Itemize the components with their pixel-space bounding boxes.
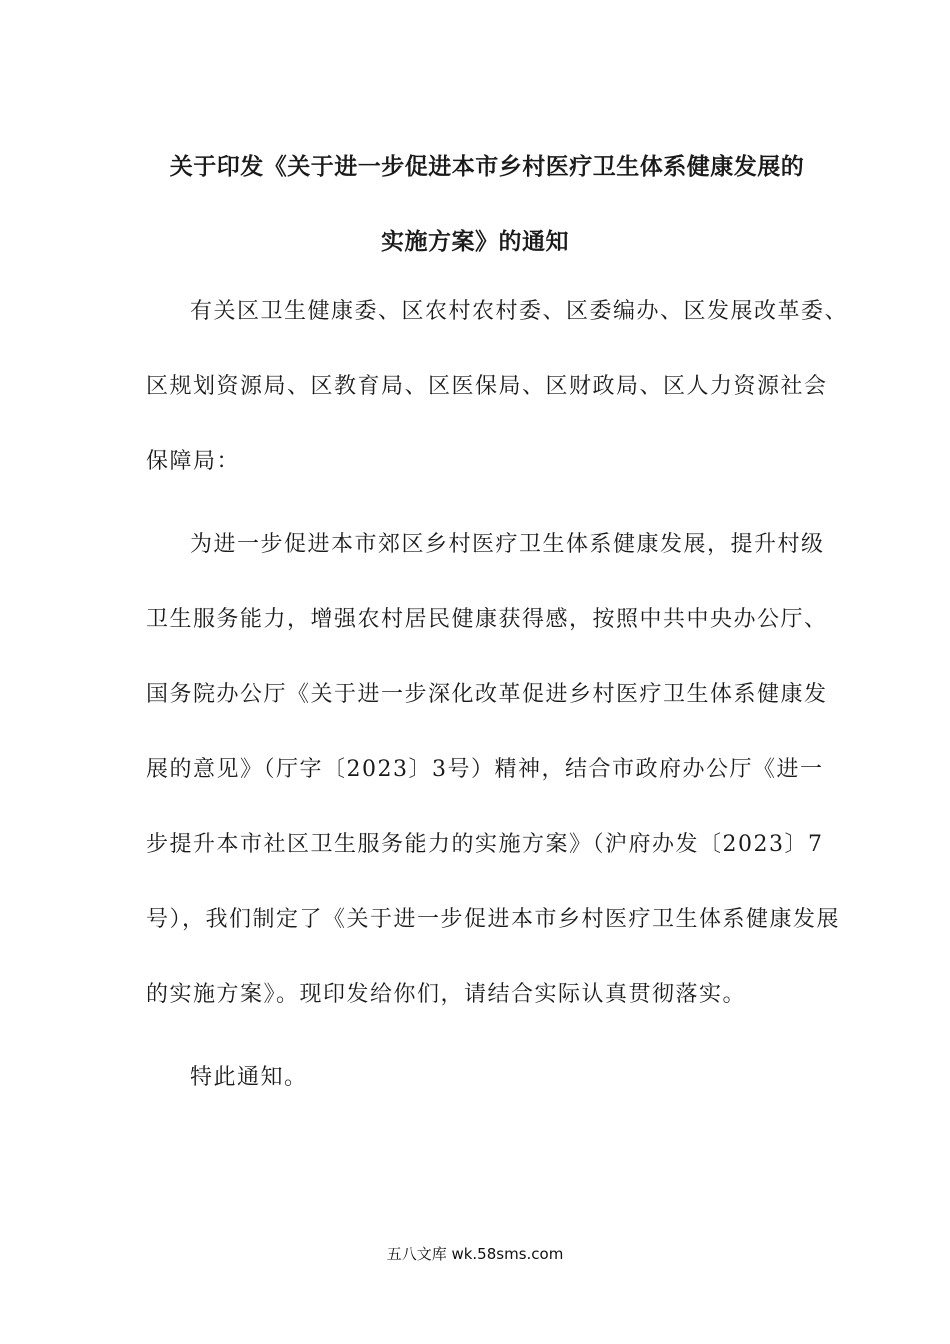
body-line-5: 步提升本市社区卫生服务能力的实施方案》（沪府办发〔2023〕7 xyxy=(146,832,824,857)
closing-line: 特此通知。 xyxy=(190,1065,308,1090)
addressee-line-3: 保障局： xyxy=(146,449,241,474)
addressee-line-2: 区规划资源局、区教育局、区医保局、区财政局、区人力资源社会 xyxy=(146,374,828,399)
document-title-line-1: 关于印发《关于进一步促进本市乡村医疗卫生体系健康发展的 xyxy=(169,153,805,180)
body-line-2: 卫生服务能力，增强农村居民健康获得感，按照中共中央办公厅、 xyxy=(146,607,828,632)
body-line-6: 号），我们制定了《关于进一步促进本市乡村医疗卫生体系健康发展 xyxy=(146,907,841,932)
document-title-line-2: 实施方案》的通知 xyxy=(381,228,569,255)
footer-watermark: 五八文库 wk.58sms.com xyxy=(386,1245,564,1263)
addressee-line-1: 有关区卫生健康委、区农村农村委、区委编办、区发展改革委、 xyxy=(190,299,849,324)
body-line-7: 的实施方案》。现印发给你们，请结合实际认真贯彻落实。 xyxy=(146,982,747,1007)
body-line-1: 为进一步促进本市郊区乡村医疗卫生体系健康发展，提升村级 xyxy=(190,532,825,557)
body-line-3: 国务院办公厅《关于进一步深化改革促进乡村医疗卫生体系健康发 xyxy=(146,682,828,707)
body-line-4: 展的意见》（厅字〔2023〕3号）精神，结合市政府办公厅《进一 xyxy=(146,757,824,782)
